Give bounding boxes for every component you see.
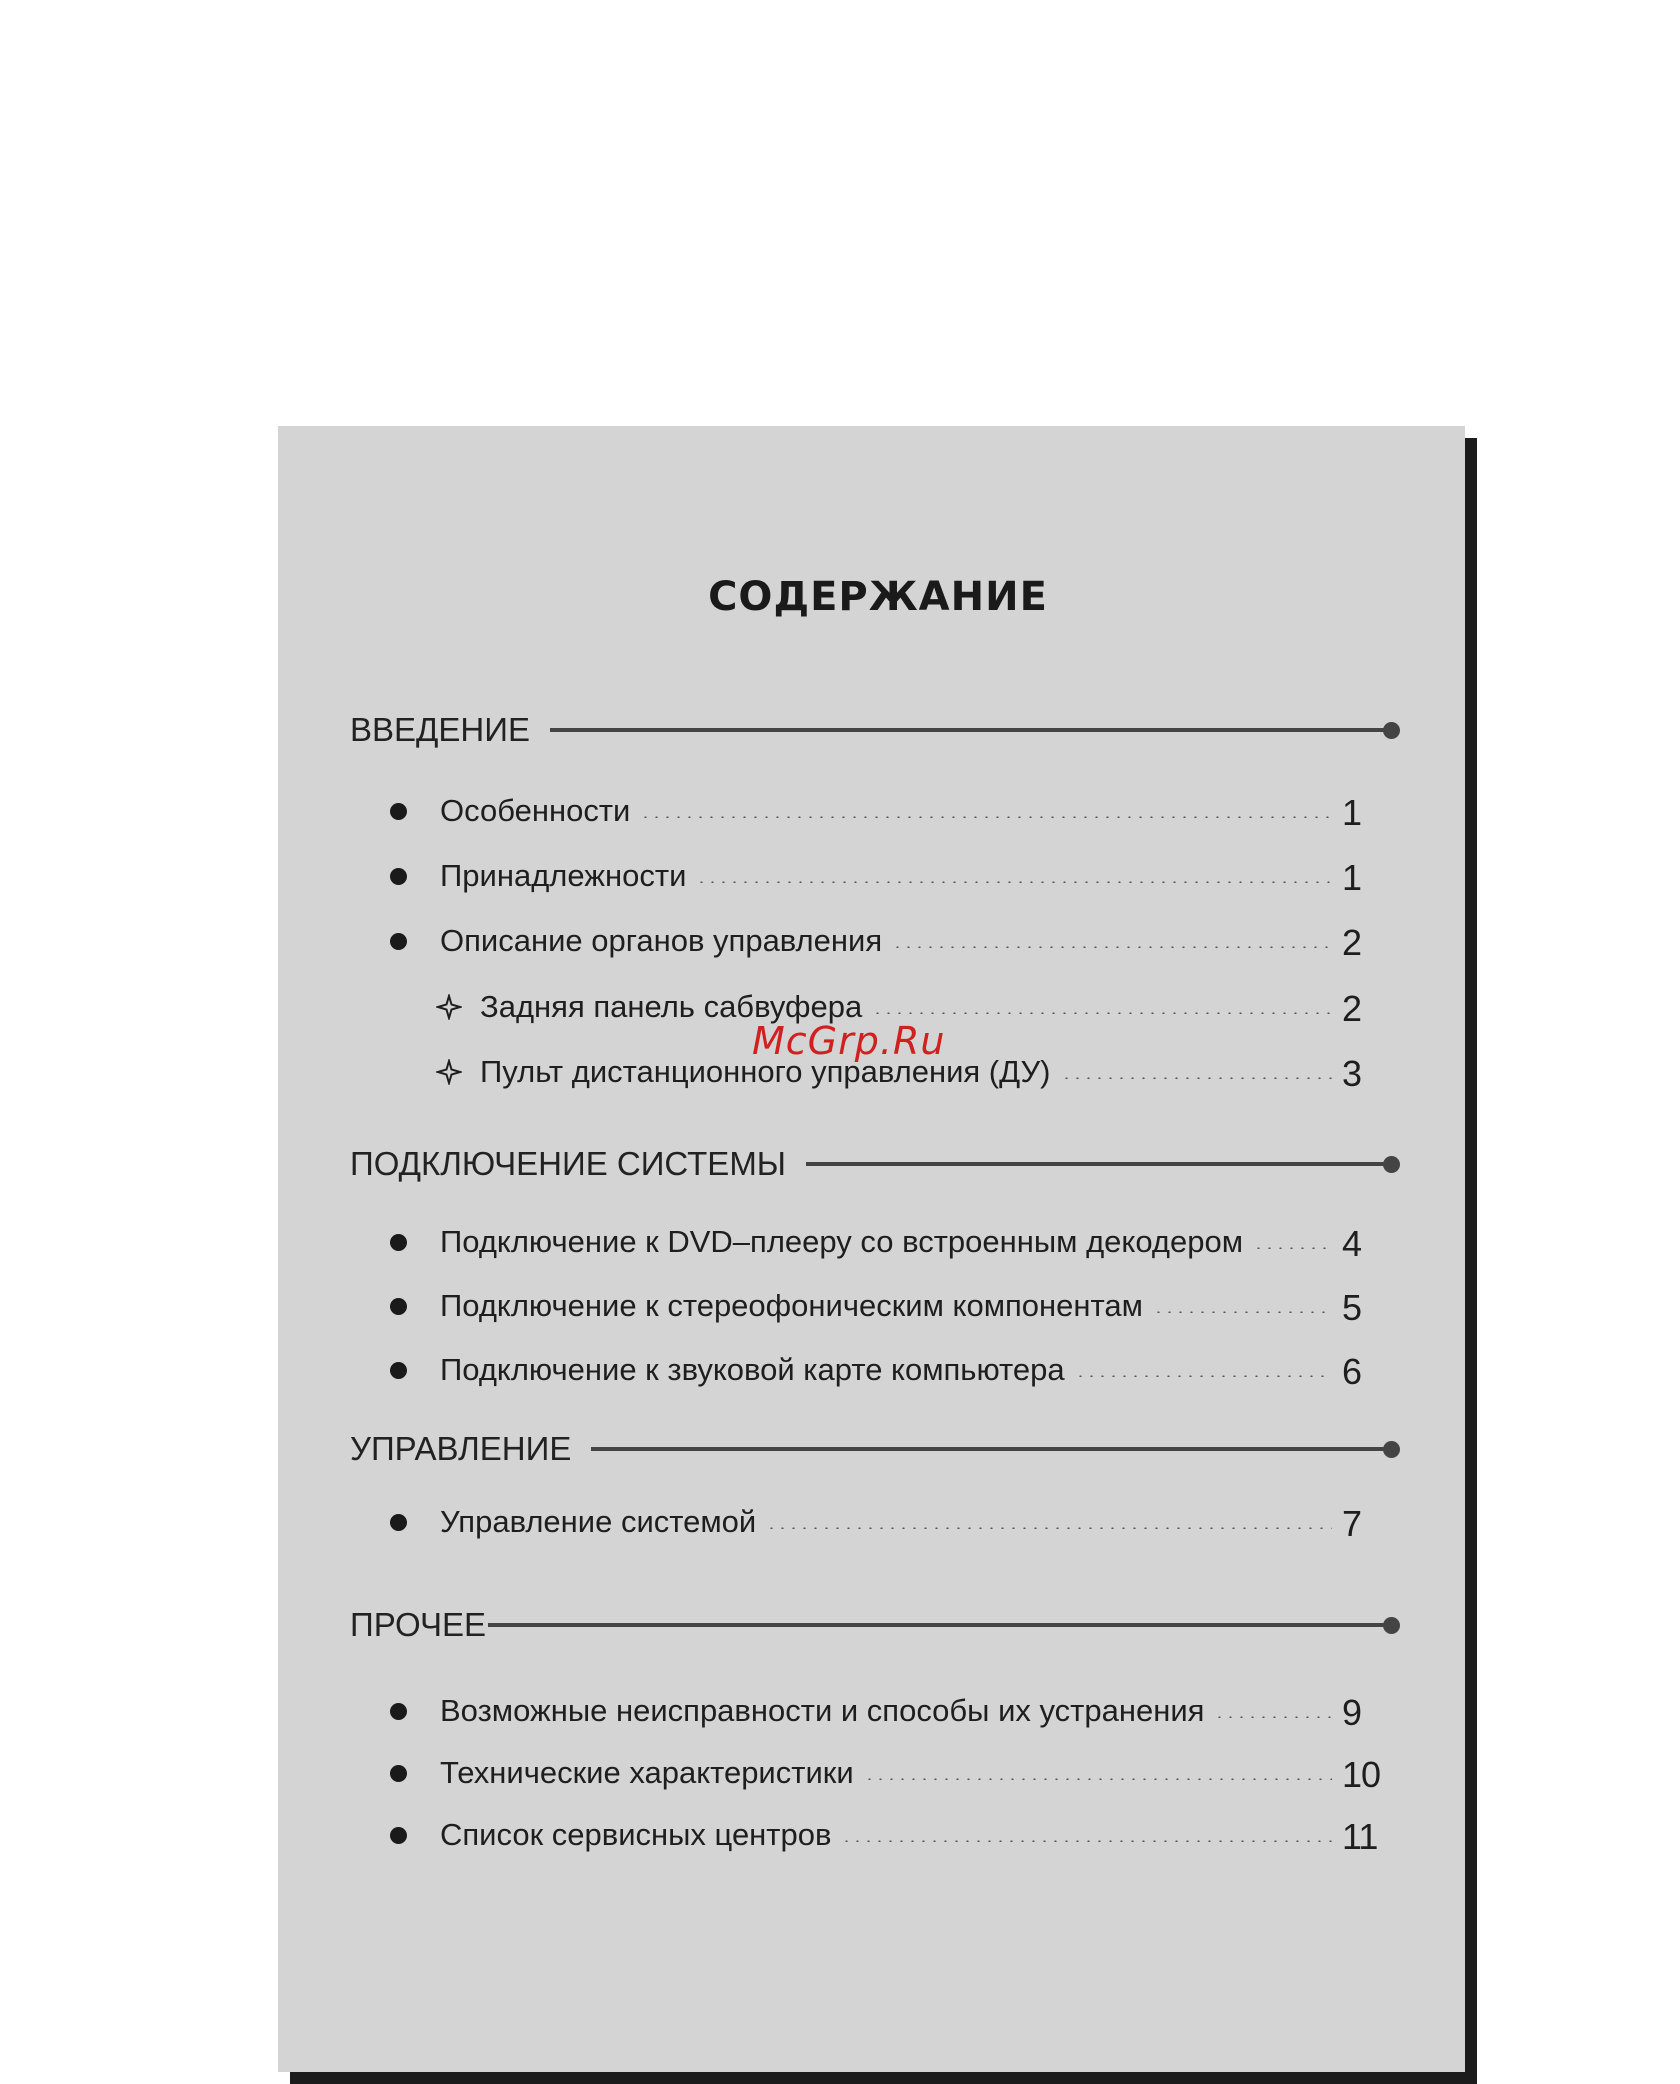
section-rule-end-dot — [1383, 1156, 1400, 1173]
section-label: ВВЕДЕНИЕ — [350, 711, 530, 748]
dot-leader — [864, 1778, 1332, 1780]
dot-leader — [1214, 1716, 1332, 1718]
toc-entry-stereo-connection[interactable] — [390, 1283, 1390, 1329]
toc-entry-soundcard-connection[interactable] — [390, 1347, 1390, 1393]
section-rule-end-dot — [1383, 1617, 1400, 1634]
section-header-operation — [350, 1427, 1400, 1471]
entry-page-number: 1 — [1342, 857, 1363, 898]
toc-page — [278, 426, 1465, 2072]
entry-label: Подключение к DVD–плееру со встроенным декодером — [440, 1224, 1244, 1259]
entry-page-number: 10 — [1342, 1754, 1381, 1795]
bullet-icon — [390, 868, 440, 885]
entry-label: Подключение к звуковой карте компьютера — [440, 1352, 1065, 1387]
section-label: ПОДКЛЮЧЕНИЕ СИСТЕМЫ — [350, 1145, 787, 1182]
bullet-icon — [390, 933, 440, 950]
entry-label: Пульт дистанционного управления (ДУ) — [480, 1054, 1051, 1089]
toc-entry-service-centers[interactable] — [390, 1812, 1390, 1858]
entry-label: Управление системой — [440, 1504, 757, 1539]
dot-leader — [1253, 1247, 1332, 1249]
entry-page-number: 2 — [1342, 922, 1363, 963]
section-rule-end-dot — [1383, 722, 1400, 739]
dot-leader — [872, 1012, 1332, 1014]
bullet-icon — [390, 1827, 440, 1844]
bullet-icon — [390, 1234, 440, 1251]
bullet-icon — [390, 803, 440, 820]
entry-page-number: 3 — [1342, 1053, 1363, 1094]
bullet-icon — [390, 1765, 440, 1782]
dot-leader — [1153, 1311, 1332, 1313]
section-rule — [591, 1447, 1387, 1451]
section-label: ПРОЧЕЕ — [350, 1606, 486, 1643]
entry-label: Задняя панель сабвуфера — [480, 989, 863, 1024]
entry-page-number: 5 — [1342, 1287, 1363, 1328]
dot-leader — [841, 1840, 1332, 1842]
entry-page-number: 9 — [1342, 1692, 1363, 1733]
bullet-icon — [390, 1298, 440, 1315]
section-header-intro — [350, 708, 1400, 752]
section-rule — [806, 1162, 1387, 1166]
dot-leader — [766, 1527, 1332, 1529]
toc-entry-system-control[interactable] — [390, 1499, 1390, 1545]
dot-leader — [640, 816, 1332, 818]
entry-page-number: 2 — [1342, 988, 1363, 1029]
entry-page-number: 7 — [1342, 1503, 1363, 1544]
dot-leader — [1075, 1375, 1332, 1377]
entry-label: Подключение к стереофоническим компонентам — [440, 1288, 1143, 1323]
toc-title: СОДЕРЖАНИЕ — [708, 574, 1048, 620]
bullet-icon — [390, 1362, 440, 1379]
entry-label: Технические характеристики — [440, 1755, 854, 1790]
entry-label: Принадлежности — [440, 858, 687, 893]
section-rule-end-dot — [1383, 1441, 1400, 1458]
toc-entry-specifications[interactable] — [390, 1750, 1390, 1796]
watermark: McGrp.Ru — [752, 1019, 946, 1063]
entry-page-number: 6 — [1342, 1351, 1363, 1392]
bullet-icon — [390, 1703, 440, 1720]
bullet-icon — [390, 1514, 440, 1531]
dot-leader — [892, 946, 1332, 948]
toc-entry-dvd-connection[interactable] — [390, 1219, 1390, 1265]
dot-leader — [1061, 1077, 1333, 1079]
toc-entry-troubleshooting[interactable] — [390, 1688, 1390, 1734]
section-rule — [550, 728, 1387, 732]
entry-label: Список сервисных центров — [440, 1817, 832, 1852]
star-bullet-icon — [436, 994, 480, 1020]
entry-page-number: 4 — [1342, 1223, 1363, 1264]
toc-entry-controls[interactable] — [390, 918, 1390, 964]
section-header-other — [350, 1603, 1400, 1647]
entry-label: Возможные неисправности и способы их устранения — [440, 1693, 1205, 1728]
entry-label: Особенности — [440, 793, 631, 828]
entry-page-number: 1 — [1342, 792, 1363, 833]
section-header-connection — [350, 1142, 1400, 1186]
toc-entry-accessories[interactable] — [390, 853, 1390, 899]
dot-leader — [696, 881, 1332, 883]
section-rule — [488, 1623, 1387, 1627]
entry-page-number: 11 — [1342, 1816, 1378, 1857]
toc-entry-features[interactable] — [390, 788, 1390, 834]
star-bullet-icon — [436, 1059, 480, 1085]
section-label: УПРАВЛЕНИЕ — [350, 1430, 572, 1467]
entry-label: Описание органов управления — [440, 923, 883, 958]
